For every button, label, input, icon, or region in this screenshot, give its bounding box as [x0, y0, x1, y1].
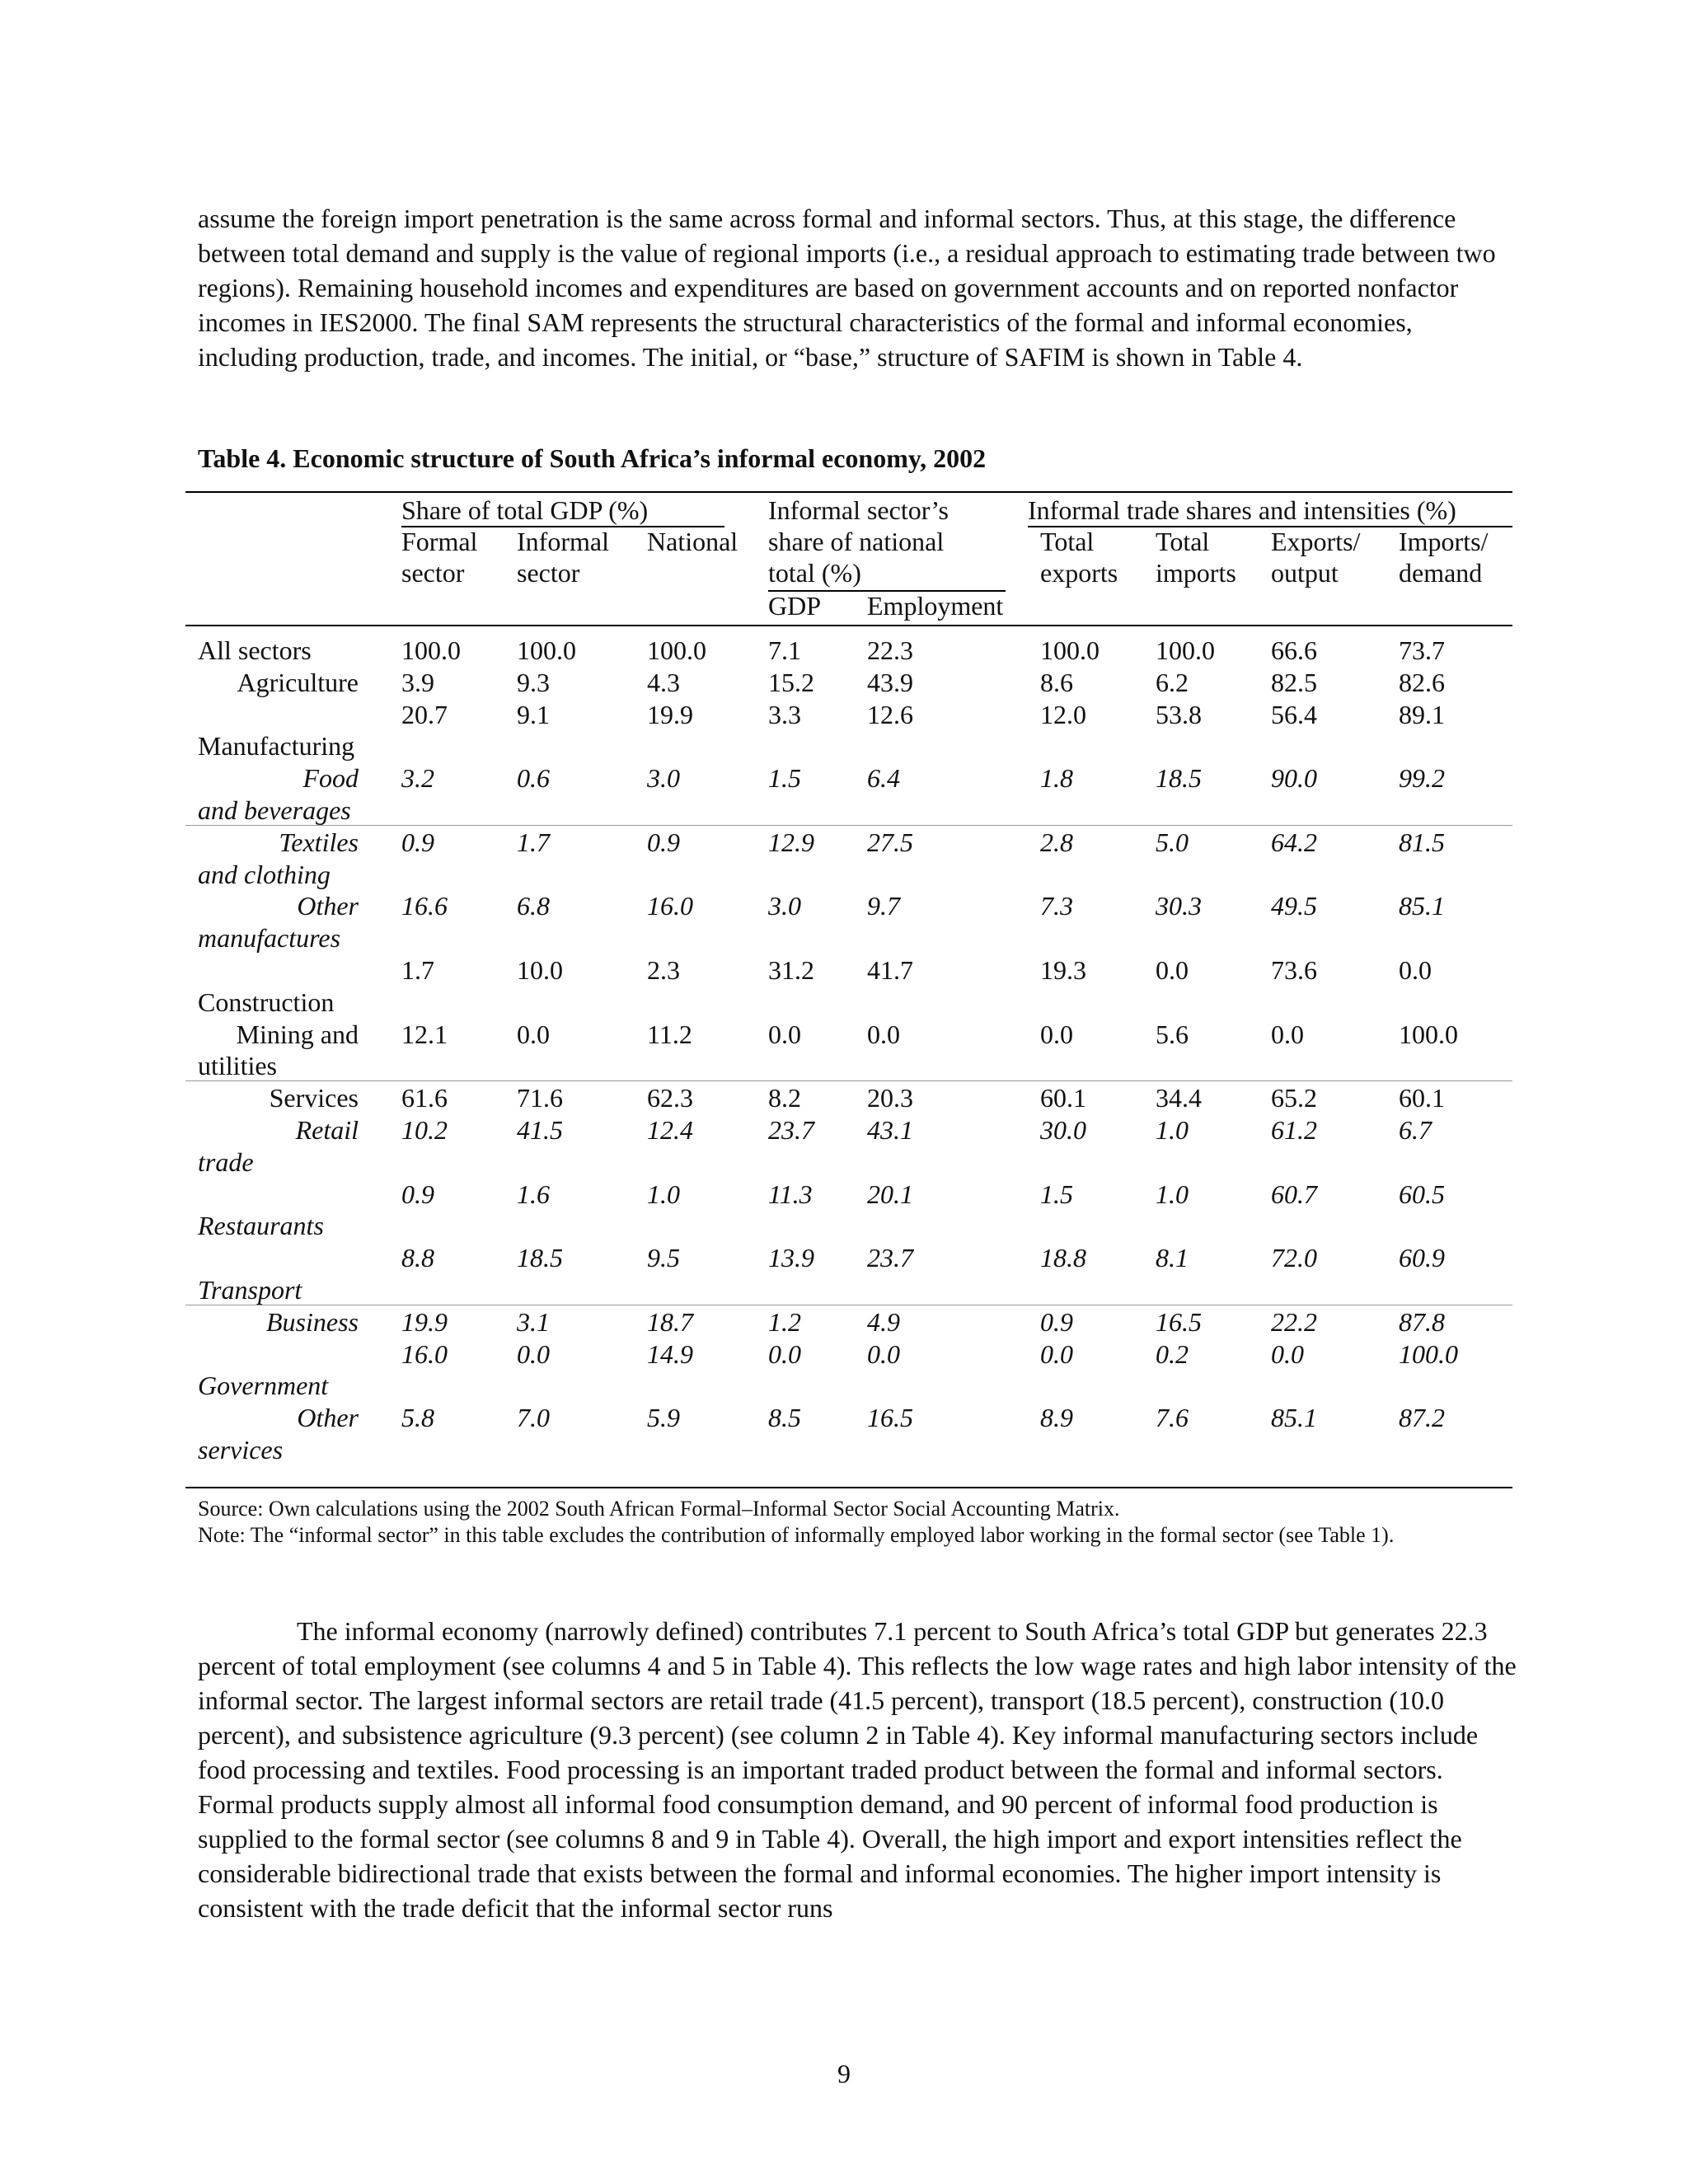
table-cell: 11.3 — [768, 1179, 813, 1209]
table-cell: 8.8 — [401, 1243, 434, 1273]
table-cell: 14.9 — [647, 1338, 693, 1369]
table-cell: 0.9 — [401, 827, 434, 857]
table-cell: 100.0 — [1399, 1019, 1458, 1049]
table-cell: 12.9 — [768, 827, 814, 857]
table-cell: 100.0 — [647, 635, 706, 665]
table-cell: 0.0 — [768, 1019, 801, 1049]
row-label-line2: trade — [198, 1146, 254, 1177]
table-cell: 12.6 — [867, 699, 913, 729]
table-cell: 60.1 — [1040, 1083, 1086, 1113]
row-label-line1: Services — [269, 1083, 359, 1113]
row-label-line1: All sectors — [198, 635, 312, 665]
table-cell: 6.2 — [1156, 667, 1189, 697]
table-cell: 0.9 — [1040, 1306, 1073, 1337]
table-cell: 7.1 — [768, 635, 801, 665]
table-cell: 1.0 — [1156, 1115, 1189, 1145]
table-cell: 90.0 — [1271, 763, 1317, 794]
header-bottom-rule — [185, 625, 1512, 626]
table-cell: 1.7 — [401, 955, 434, 985]
table-cell: 41.7 — [867, 955, 913, 985]
table-cell: 30.0 — [1040, 1115, 1086, 1145]
table-notes — [198, 1496, 1517, 1549]
col-formal-line2: sector — [401, 558, 465, 588]
table-cell: 9.1 — [517, 699, 550, 729]
table-cell: 0.0 — [1040, 1019, 1073, 1049]
table-cell: 100.0 — [1399, 1338, 1458, 1369]
table-cell: 20.7 — [401, 699, 448, 729]
table-cell: 65.2 — [1271, 1083, 1317, 1113]
table-cell: 11.2 — [647, 1019, 692, 1049]
table-cell: 31.2 — [768, 955, 814, 985]
table-cell: 7.0 — [517, 1403, 550, 1433]
table-cell: 30.3 — [1156, 891, 1202, 921]
table-cell: 18.8 — [1040, 1243, 1086, 1273]
col-exports-line2: exports — [1040, 558, 1118, 588]
table-cell: 8.6 — [1040, 667, 1073, 697]
table-cell: 8.2 — [768, 1083, 801, 1113]
table-cell: 2.3 — [647, 955, 680, 985]
col-imports-demand-line2: demand — [1399, 558, 1483, 588]
table-cell: 27.5 — [867, 827, 913, 857]
table-cell: 34.4 — [1156, 1083, 1202, 1113]
table-cell: 66.6 — [1271, 635, 1317, 665]
table-cell: 8.9 — [1040, 1403, 1073, 1433]
table-cell: 23.7 — [867, 1243, 913, 1273]
header-gdp-share: Share of total GDP (%) — [401, 495, 649, 525]
col-exports-line1: Total — [1040, 527, 1095, 556]
table-cell: 82.5 — [1271, 667, 1317, 697]
row-label-line2: Manufacturing — [198, 731, 355, 762]
table-cell: 43.9 — [867, 667, 913, 697]
table-cell: 6.4 — [867, 763, 900, 794]
table-cell: 73.7 — [1399, 635, 1445, 665]
table-cell: 1.8 — [1040, 763, 1073, 794]
col-exports-output-line2: output — [1271, 558, 1339, 588]
table-cell: 9.7 — [867, 891, 900, 921]
table-cell: 61.6 — [401, 1083, 448, 1113]
table-cell: 87.8 — [1399, 1306, 1445, 1337]
row-label-line2: and beverages — [198, 795, 351, 825]
table-cell: 16.5 — [867, 1403, 913, 1433]
table-cell: 18.7 — [647, 1306, 693, 1337]
table-cell: 0.2 — [1156, 1338, 1189, 1369]
col-formal-line1: Formal — [401, 527, 478, 556]
row-label-line2: Transport — [198, 1275, 302, 1305]
table-cell: 20.1 — [867, 1179, 913, 1209]
table-cell: 10.0 — [517, 955, 563, 985]
table-cell: 16.5 — [1156, 1306, 1202, 1337]
table-cell: 87.2 — [1399, 1403, 1445, 1433]
table-cell: 8.1 — [1156, 1243, 1189, 1273]
table-cell: 6.7 — [1399, 1115, 1432, 1145]
table-cell: 82.6 — [1399, 667, 1445, 697]
table-cell: 4.3 — [647, 667, 680, 697]
row-label-line2: Restaurants — [198, 1211, 324, 1241]
table-cell: 5.9 — [647, 1403, 680, 1433]
table-cell: 99.2 — [1399, 763, 1445, 794]
table-cell: 3.0 — [768, 891, 801, 921]
table-cell: 100.0 — [401, 635, 461, 665]
col-imports-demand-line1: Imports/ — [1399, 527, 1489, 556]
page-number: 9 — [837, 2059, 851, 2088]
table-cell: 89.1 — [1399, 699, 1445, 729]
table-cell: 3.0 — [647, 763, 680, 794]
row-label-line1: Textiles — [279, 827, 359, 857]
table-cell: 18.5 — [1156, 763, 1202, 794]
table-cell: 16.0 — [647, 891, 693, 921]
table-cell: 19.9 — [647, 699, 693, 729]
table-cell: 0.0 — [867, 1019, 900, 1049]
economic-structure-table — [185, 491, 1512, 1488]
row-label-line1: Business — [266, 1306, 359, 1337]
table-cell: 1.7 — [517, 827, 550, 857]
table-cell: 85.1 — [1399, 891, 1445, 921]
table-cell: 53.8 — [1156, 699, 1202, 729]
table-cell: 100.0 — [517, 635, 576, 665]
table-cell: 1.5 — [768, 763, 801, 794]
table-cell: 5.0 — [1156, 827, 1189, 857]
table-cell: 0.0 — [1271, 1019, 1304, 1049]
table-cell: 1.0 — [1156, 1179, 1189, 1209]
row-label-line2: manufactures — [198, 923, 341, 954]
row-label-line1: Food — [302, 763, 359, 794]
col-employment: Employment — [867, 591, 1004, 621]
col-gdp: GDP — [768, 591, 822, 621]
table-cell: 3.2 — [401, 763, 434, 794]
table-cell: 60.5 — [1399, 1179, 1445, 1209]
table-cell: 2.8 — [1040, 827, 1073, 857]
table-cell: 71.6 — [517, 1083, 563, 1113]
row-separator — [185, 825, 1512, 826]
header-trade: Informal trade shares and intensities (%) — [1028, 495, 1456, 525]
table-cell: 10.2 — [401, 1115, 448, 1145]
table-cell: 100.0 — [1156, 635, 1215, 665]
table-cell: 23.7 — [768, 1115, 814, 1145]
header-informal-share-line2: share of national — [768, 527, 945, 556]
table-cell: 12.1 — [401, 1019, 448, 1049]
table-cell: 13.9 — [768, 1243, 814, 1273]
table-cell: 60.7 — [1271, 1179, 1317, 1209]
table-cell: 1.0 — [647, 1179, 680, 1209]
table-cell: 3.9 — [401, 667, 434, 697]
table-cell: 0.0 — [1399, 955, 1432, 985]
table-cell: 22.2 — [1271, 1306, 1317, 1337]
table-cell: 5.6 — [1156, 1019, 1189, 1049]
table-cell: 49.5 — [1271, 891, 1317, 921]
table-cell: 0.0 — [517, 1338, 550, 1369]
table-cell: 62.3 — [647, 1083, 693, 1113]
table-cell: 19.3 — [1040, 955, 1086, 985]
header-informal-share-line1: Informal sector’s — [768, 495, 949, 525]
row-label-line1: Mining and — [236, 1019, 359, 1049]
table-cell: 0.0 — [768, 1338, 801, 1369]
table-note: Note: The “informal sector” in this table excludes the contribution of informally employed labor working in the formal sector (see Table 1). — [198, 1523, 1395, 1547]
table-cell: 85.1 — [1271, 1403, 1317, 1433]
table-cell: 81.5 — [1399, 827, 1445, 857]
table-cell: 56.4 — [1271, 699, 1317, 729]
table-cell: 0.9 — [647, 827, 680, 857]
table-cell: 7.3 — [1040, 891, 1073, 921]
row-label-line1: Other — [297, 891, 359, 921]
table-cell: 61.2 — [1271, 1115, 1317, 1145]
table-cell: 60.1 — [1399, 1083, 1445, 1113]
row-label-line1: Other — [297, 1403, 359, 1433]
table-cell: 60.9 — [1399, 1243, 1445, 1273]
col-imports-line2: imports — [1156, 558, 1236, 588]
table-cell: 16.6 — [401, 891, 448, 921]
col-informal-line1: Informal — [517, 527, 609, 556]
row-label-line2: utilities — [198, 1051, 277, 1081]
table-cell: 12.0 — [1040, 699, 1086, 729]
table-cell: 1.6 — [517, 1179, 550, 1209]
table-cell: 8.5 — [768, 1403, 801, 1433]
table-cell: 100.0 — [1040, 635, 1100, 665]
table-cell: 16.0 — [401, 1338, 448, 1369]
table-cell: 0.9 — [401, 1179, 434, 1209]
row-label-line1: Retail — [295, 1115, 359, 1145]
col-imports-line1: Total — [1156, 527, 1210, 556]
header-informal-share-line3: total (%) — [768, 558, 861, 588]
col-national: National — [647, 527, 738, 556]
row-label-line2: Construction — [198, 987, 335, 1017]
table-cell: 72.0 — [1271, 1243, 1317, 1273]
table-source: Source: Own calculations using the 2002 South African Formal–Informal Sector Social Accounting Matrix. — [198, 1497, 1120, 1521]
row-separator — [185, 1080, 1512, 1081]
table-cell: 9.3 — [517, 667, 550, 697]
table-cell: 0.0 — [867, 1338, 900, 1369]
body-paragraph-1: assume the foreign import penetration is the same across formal and informal sectors. Thus, at this stage, the difference between total demand and supply is the value of regional imports (i.e., a residual approach to estimating trade between two regions). Remaining household incomes and expenditures are based on government accounts and on reported nonfactor incomes in IES2000. The final SAM represents the structural characteristics of the formal and informal economies, including production, trade, and incomes. The initial, or “base,” structure of SAFIM is shown in Table 4. — [198, 204, 1496, 372]
row-label-line2: services — [198, 1435, 284, 1465]
table-cell: 12.4 — [647, 1115, 693, 1145]
col-exports-output-line1: Exports/ — [1271, 527, 1361, 556]
table-cell: 22.3 — [867, 635, 913, 665]
body-paragraph-2: The informal economy (narrowly defined) contributes 7.1 percent to South Africa’s total GDP but generates 22.3 percent of total employment (see columns 4 and 5 in Table 4). This reflects the low wage rates and high labor intensity of the informal sector. The largest informal sectors are retail trade (41.5 percent), transport (18.5 percent), construction (10.0 percent), and subsistence agriculture (9.3 percent) (see column 2 in Table 4). Key informal manufacturing sectors include food processing and textiles. Food processing is an important traded product between the formal and informal sectors. Formal products supply almost all informal food consumption demand, and 90 percent of informal food production is supplied to the formal sector (see columns 8 and 9 in Table 4). Overall, the high import and export intensities reflect the considerable bidirectional trade that exists between the formal and informal economies. The higher import intensity is consistent with the trade deficit that the informal sector runs — [198, 1616, 1517, 1923]
table-cell: 3.1 — [517, 1306, 550, 1337]
table-cell: 0.6 — [517, 763, 550, 794]
table-cell: 19.9 — [401, 1306, 448, 1337]
col-informal-line2: sector — [517, 558, 580, 588]
table-cell: 73.6 — [1271, 955, 1317, 985]
table-cell: 3.3 — [768, 699, 801, 729]
table-cell: 41.5 — [517, 1115, 563, 1145]
table-cell: 1.5 — [1040, 1179, 1073, 1209]
table-cell: 5.8 — [401, 1403, 434, 1433]
table-cell: 20.3 — [867, 1083, 913, 1113]
row-label-line1: Agriculture — [237, 667, 359, 697]
table-cell: 0.0 — [517, 1019, 550, 1049]
table-cell: 7.6 — [1156, 1403, 1189, 1433]
table-cell: 9.5 — [647, 1243, 680, 1273]
table-caption: Table 4. Economic structure of South Africa’s informal economy, 2002 — [198, 443, 987, 473]
table-cell: 6.8 — [517, 891, 550, 921]
table-cell: 0.0 — [1040, 1338, 1073, 1369]
table-cell: 43.1 — [867, 1115, 913, 1145]
table-cell: 64.2 — [1271, 827, 1317, 857]
row-label-line2: Government — [198, 1371, 329, 1401]
table-cell: 0.0 — [1156, 955, 1189, 985]
table-cell: 18.5 — [517, 1243, 563, 1273]
table-cell: 15.2 — [768, 667, 814, 697]
table-cell: 4.9 — [867, 1306, 900, 1337]
table-cell: 0.0 — [1271, 1338, 1304, 1369]
row-label-line2: and clothing — [198, 859, 331, 889]
table-cell: 1.2 — [768, 1306, 801, 1337]
